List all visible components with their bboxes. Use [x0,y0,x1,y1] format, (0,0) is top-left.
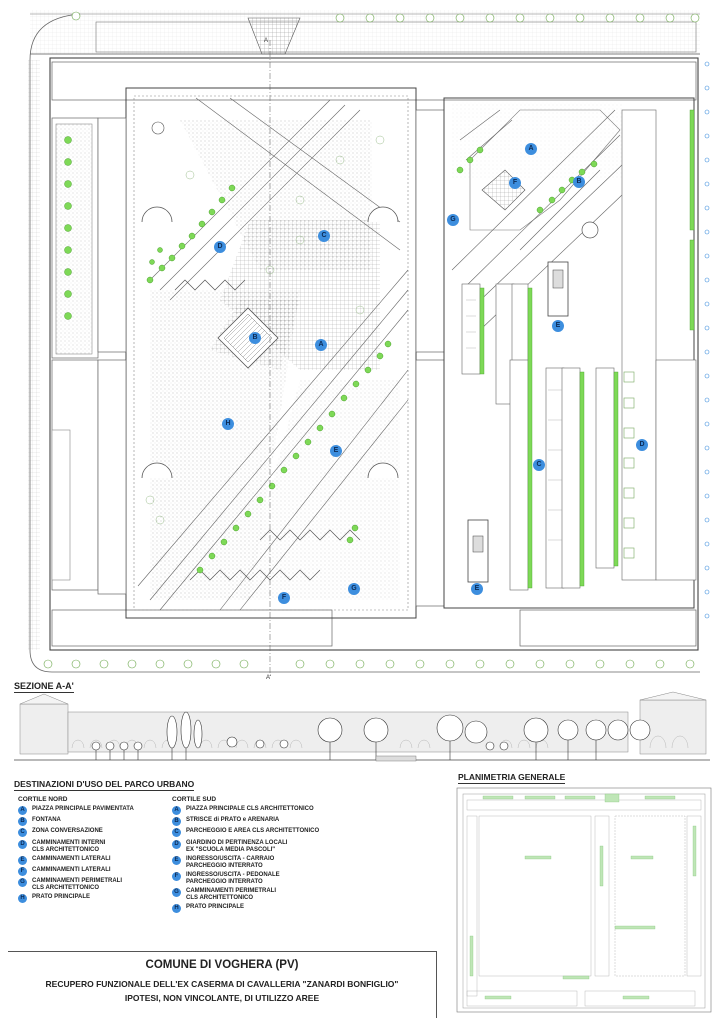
legend-text: GIARDINO DI PERTINENZA LOCALI EX "SCUOLA MEDIA PASCOLI" [186,839,288,853]
legend-key: F [172,872,181,881]
legend-key: H [18,894,27,903]
legend-item [18,840,178,854]
legend-text: CAMMINAMENTI INTERNI CLS ARCHITETTONICO [32,839,106,853]
legend-item [18,806,178,815]
marker-north-a: A [315,339,327,351]
title-line-1: RECUPERO FUNZIONALE DELL'EX CASERMA DI CAVALLERIA "ZANARDI BONFIGLIO" [45,979,399,989]
marker-south-b: B [573,176,585,188]
legend-item [18,867,178,876]
marker-north-c: C [318,230,330,242]
legend-item [172,872,352,886]
marker-south-c: C [533,459,545,471]
legend-key: H [172,904,181,913]
legend-key: B [18,817,27,826]
legend-north-heading: CORTILE NORD [18,796,68,803]
legend-key: D [18,840,27,849]
marker-south-e-north: E [552,320,564,332]
marker-south-f: F [509,177,521,189]
legend-item [18,828,178,837]
legend-item [172,817,352,826]
legend-item [172,904,352,913]
marker-north-e: E [330,445,342,457]
legend-text: PIAZZA PRINCIPALE CLS ARCHITETTONICO [186,806,314,812]
legend-text: PARCHEGGIO E AREA CLS ARCHITETTONICO [186,828,320,835]
legend-text: FONTANA [32,817,61,824]
legend-item [18,878,178,892]
marker-south-d: D [636,439,648,451]
marker-north-f: F [278,592,290,604]
section-elevation [0,690,724,770]
legend-south-heading: CORTILE SUD [172,796,217,803]
legend-key: G [172,888,181,897]
axis-label-bottom: A' [266,675,272,681]
legend-text: INGRESSO/USCITA - CARRAIO PARCHEGGIO INTERRATO [186,855,275,869]
marker-north-b: B [249,332,261,344]
legend-south [172,796,352,916]
legend-item [172,806,352,815]
legend-text: ZONA CONVERSAZIONE [32,828,103,835]
title-comune: COMUNE DI VOGHERA (PV) [145,959,299,971]
legend-key: G [18,878,27,887]
legend-text: CAMMINAMENTI PERIMETRALI CLS ARCHITETTONICO [32,878,122,892]
legend-text: INGRESSO/USCITA - PEDONALE PARCHEGGIO INTERRATO [186,871,280,885]
marker-south-e-south: E [471,583,483,595]
legend-key: C [18,828,27,837]
marker-north-g: G [348,583,360,595]
street-trees-bottom [44,660,694,668]
legend-text: CAMMINAMENTI PERIMETRALI CLS ARCHITETTONICO [186,888,276,902]
top-road [30,10,700,54]
legend-item [18,856,178,865]
legend-item [18,894,178,903]
legend-item [172,856,352,870]
legend-title: DESTINAZIONI D'USO DEL PARCO URBANO [14,779,195,789]
marker-south-g: G [447,214,459,226]
marker-north-h: H [222,418,234,430]
legend-text: CAMMINAMENTI LATERALI [32,855,111,862]
legend-text: STRISCE di PRATO e ARENARIA [186,817,280,824]
title-line-2: IPOTESI, NON VINCOLANTE, DI UTILIZZO AREE [124,993,320,1003]
legend-item [172,888,352,902]
axis-label-top: A [264,38,269,44]
legend-key: D [172,840,181,849]
legend-item [172,840,352,854]
legend-key: B [172,817,181,826]
legend-key: C [172,828,181,837]
legend-key: E [172,856,181,865]
legend-text: PIAZZA PRINCIPALE PAVIMENTATA [32,806,134,812]
legend-text: PRATO PRINCIPALE [186,904,245,911]
section-title: SEZIONE A-A' [14,681,74,691]
legend-key: A [18,806,27,815]
legend-item [172,828,352,837]
planimetria-title: PLANIMETRIA GENERALE [458,772,566,782]
legend-north [18,796,178,906]
legend-key: A [172,806,181,815]
marker-north-d: D [214,241,226,253]
legend-text: CAMMINAMENTI LATERALI [32,866,111,873]
general-plan-thumbnail [455,786,713,1014]
legend-key: F [18,867,27,876]
marker-south-a: A [525,143,537,155]
title-block [8,951,437,1018]
legend-item [18,817,178,826]
legend-key: E [18,856,27,865]
legend-text: PRATO PRINCIPALE [32,894,91,901]
